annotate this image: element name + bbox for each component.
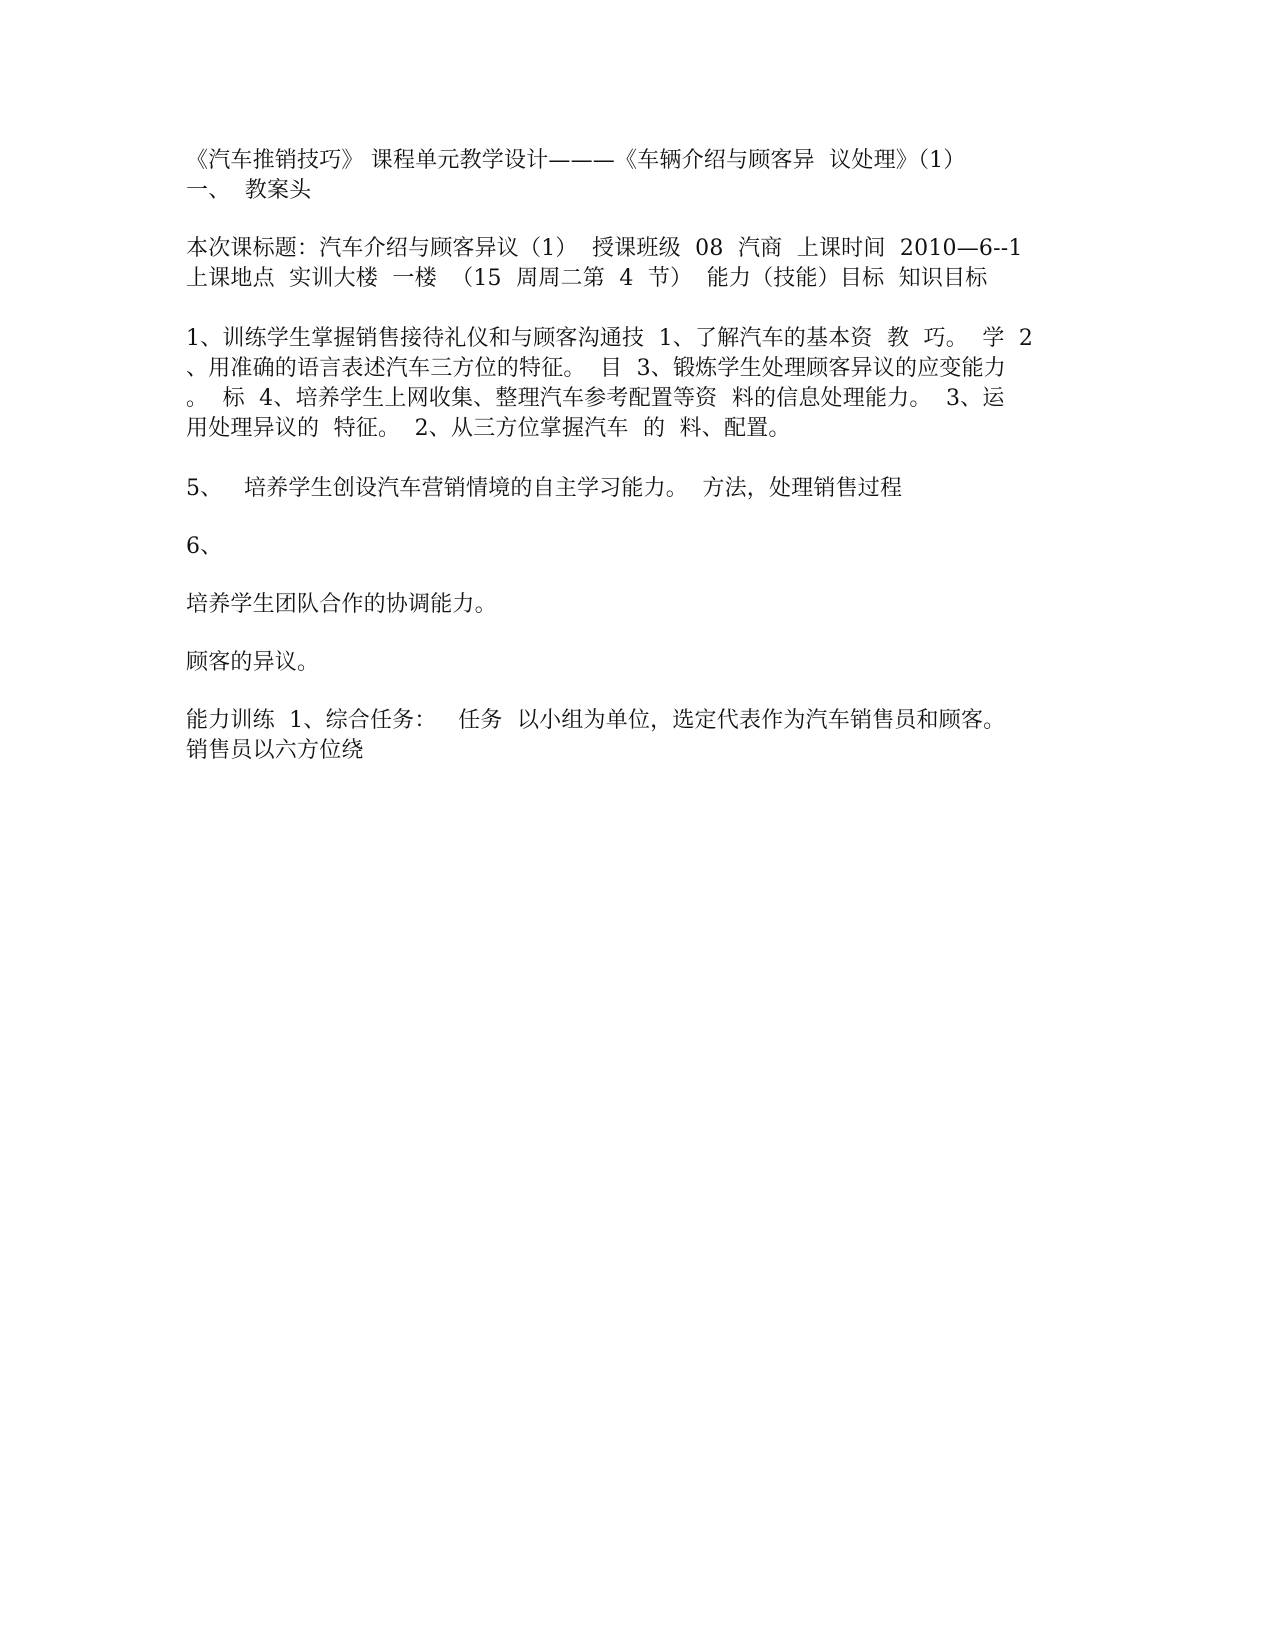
document-title: 《汽车推销技巧》 课程单元教学设计———《车辆介绍与顾客异 议处理》（1）: [186, 148, 966, 173]
text-line: 5、 培养学生创设汽车营销情境的自主学习能力。 方法，处理销售过程: [186, 476, 903, 501]
text-line: 能力训练 1、综合任务： 任务 以小组为单位，选定代表作为汽车销售员和顾客。: [186, 708, 1006, 733]
text-line: 上课地点 实训大楼 一楼 （15 周周二第 4 节） 能力（技能）目标 知识目标: [186, 266, 988, 291]
text-line: 销售员以六方位绕: [186, 738, 364, 763]
text-line: 6、: [186, 534, 223, 559]
text-line: 本次课标题：汽车介绍与顾客异议（1） 授课班级 08 汽商 上课时间 2010—6--1: [186, 236, 1023, 261]
text-line: 、用准确的语言表述汽车三方位的特征。 目 3、锻炼学生处理顾客异议的应变能力: [186, 356, 1006, 381]
text-line: 1、训练学生掌握销售接待礼仪和与顾客沟通技 1、了解汽车的基本资 教 巧。 学 2: [186, 326, 1034, 351]
text-line: 用处理异议的 特征。 2、从三方位掌握汽车 的 料、配置。: [186, 416, 791, 441]
section-heading: 一、 教案头: [186, 178, 312, 203]
text-line: 培养学生团队合作的协调能力。: [186, 592, 497, 617]
text-line: 。 标 4、培养学生上网收集、整理汽车参考配置等资 料的信息处理能力。 3、运: [186, 386, 1005, 411]
text-line: 顾客的异议。: [186, 650, 320, 675]
